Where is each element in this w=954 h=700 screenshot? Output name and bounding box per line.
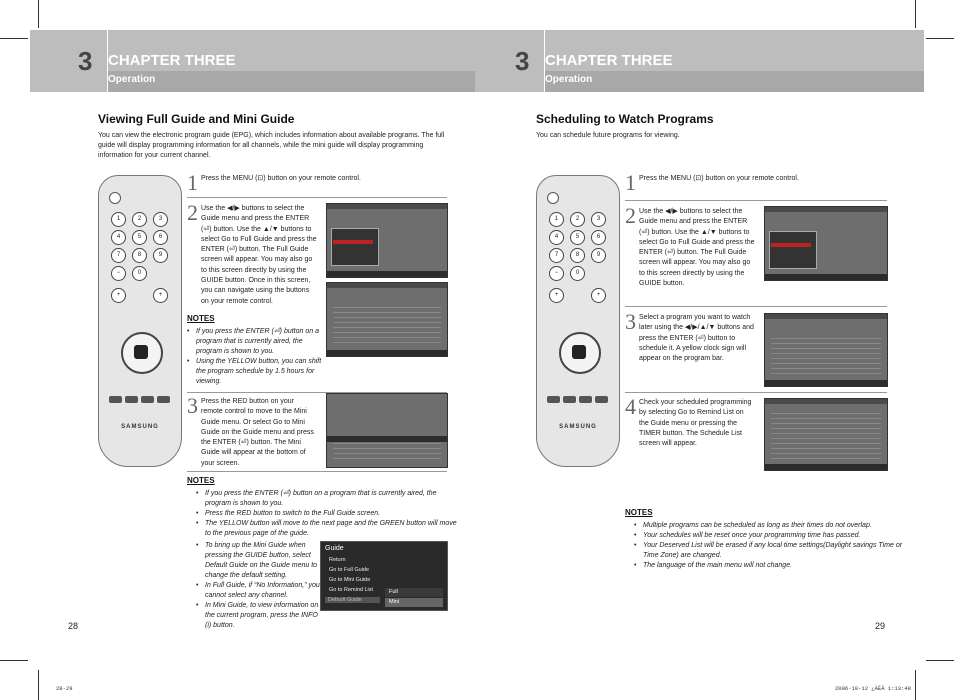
guide-menu-item: Go to Remind List [329, 587, 374, 593]
chapter-header-left [30, 30, 475, 92]
remote-control-illustration: 1 2 3 4 5 6 7 8 9 − 0 + + SAMSUNG [536, 175, 620, 467]
crop-mark [0, 38, 28, 39]
divider [187, 471, 447, 472]
divider [625, 200, 887, 201]
chapter-subtitle-bar [545, 71, 924, 92]
chapter-subtitle-bar [108, 71, 475, 92]
chapter-title: CHAPTER THREE [108, 52, 236, 69]
note-item: • Your Deserved List will be erased if any local time settings(Daylight savings Time or Time Zone) are changed. [643, 541, 905, 561]
color-buttons [109, 396, 170, 403]
page-number: 29 [875, 621, 886, 631]
crop-mark [915, 0, 916, 28]
notes-list [196, 541, 323, 631]
crop-mark [0, 660, 28, 661]
step-text: Check your scheduled programming by selecting Go to Remind List on the Guide menu or pressing the TIMER button. The Schedule List screen will appear. [639, 399, 752, 448]
note-item: • The language of the main menu will not change. [643, 561, 905, 571]
guide-submenu-item: Mini [385, 598, 443, 607]
dpad-icon [559, 332, 601, 374]
notes-heading: NOTES [187, 314, 215, 323]
chapter-number: 3 [515, 46, 530, 76]
tv-screenshot-full-guide [326, 282, 448, 357]
crop-mark [915, 670, 916, 700]
color-buttons [547, 396, 608, 403]
note-item: • Your schedules will be reset once your programming time has passed. [643, 531, 905, 541]
note-item: • Press the RED button to switch to the Full Guide screen. [205, 509, 457, 519]
page-number: 28 [68, 621, 79, 631]
guide-menu-title: Guide [325, 545, 344, 552]
step-number: 3 [625, 309, 636, 334]
step-number: 1 [625, 170, 636, 195]
step-number: 4 [625, 394, 636, 419]
chapter-title: CHAPTER THREE [545, 52, 673, 69]
note-item: • Multiple programs can be scheduled as long as their times do not overlap. [643, 521, 905, 531]
note-item: • If you press the ENTER (⏎) button on a program that is currently aired, the program is shown to you. [196, 327, 324, 357]
crop-mark [926, 38, 954, 39]
step-text: Select a program you want to watch later using the ◀/▶/▲/▼ buttons and press the ENTER (⏎) button to schedule it. A yellow clock sign will appear on the program bar. [639, 314, 754, 363]
footer-timestamp: 2006-10-12 ¿ÀÈÄ 1:13:48 [835, 685, 911, 692]
guide-menu-item: Return [329, 557, 346, 563]
divider [625, 392, 887, 393]
step-number: 1 [187, 170, 198, 195]
tv-screenshot-mini-guide [326, 393, 448, 468]
note-item: • In Mini Guide, to view information on the current program, press the INFO (i) button. [205, 601, 323, 631]
tv-screenshot-guide-menu [764, 206, 888, 281]
step-number: 2 [187, 200, 198, 225]
step-number: 2 [625, 203, 636, 228]
power-icon [109, 192, 121, 204]
note-item: • The YELLOW button will move to the next page and the GREEN button will move to the previous page of the guide. [205, 519, 457, 539]
note-item: • Using the YELLOW button, you can shift the program schedule by 1.5 hours for viewing. [196, 357, 324, 387]
notes-heading: NOTES [625, 508, 653, 517]
note-item: • To bring up the Mini Guide when pressing the GUIDE button, select Default Guide on the Guide menu to change the default setting. [205, 541, 323, 581]
notes-list [634, 521, 905, 571]
step-text: Press the MENU (⊡) button on your remote control. [201, 175, 361, 182]
divider [625, 306, 887, 307]
chapter-number: 3 [78, 46, 93, 76]
step-text: Use the ◀/▶ buttons to select the Guide menu and press the ENTER (⏎) button. Use the ▲/▼ buttons to select Go to Full Guide and press the ENTER (⏎) button. The Full Guide screen will appear. You may also go to this screen directly by using the GUIDE button. [639, 208, 755, 288]
tv-screenshot-schedule-list [764, 398, 888, 471]
guide-menu-item: Go to Mini Guide [329, 577, 371, 583]
guide-submenu-item: Full [385, 588, 443, 597]
crop-mark [38, 0, 39, 28]
crop-mark [38, 670, 39, 700]
notes-list [187, 327, 324, 387]
step-number: 3 [187, 393, 198, 418]
intro-text: You can schedule future programs for viewing. [536, 132, 680, 139]
footer-file-label: 28-29 [56, 685, 73, 692]
guide-menu-item: Go to Full Guide [329, 567, 370, 573]
step-text: Use the ◀/▶ buttons to select the Guide menu and press the ENTER (⏎) button. Use the ▲/▼ buttons to select Go to Full Guide and press the ENTER (⏎) button. The Full Guide screen will appear. You may also go to this screen directly by using the GUIDE button. Once in this screen, you can navigate using the buttons on your remote control. [201, 205, 317, 305]
remote-brand: SAMSUNG [121, 424, 159, 430]
dpad-icon [121, 332, 163, 374]
chapter-subtitle: Operation [545, 74, 593, 85]
power-icon [547, 192, 559, 204]
note-item: • In Full Guide, if “No Information,” you cannot select any channel. [205, 581, 323, 601]
guide-menu-screenshot [320, 541, 448, 611]
chapter-subtitle: Operation [108, 74, 156, 85]
crop-mark [926, 660, 954, 661]
notes-list [196, 489, 457, 539]
intro-text: You can view the electronic program guide (EPG), which includes information about available programs. The full guide will display programming information for all channels, while the mini guide will display programming information for your current channel. [98, 132, 445, 159]
notes-heading: NOTES [187, 476, 215, 485]
chapter-header-right [475, 30, 924, 92]
remote-control-illustration: 1 2 3 4 5 6 7 8 9 − 0 + + SAMSUNG [98, 175, 182, 467]
enter-icon [134, 345, 148, 359]
guide-menu-item: Default Guide [325, 597, 380, 603]
remote-brand: SAMSUNG [559, 424, 597, 430]
section-title: Viewing Full Guide and Mini Guide [98, 112, 295, 126]
step-text: Press the MENU (⊡) button on your remote control. [639, 175, 799, 182]
enter-icon [572, 345, 586, 359]
note-item: • If you press the ENTER (⏎) button on a program that is currently aired, the program is shown to you. [205, 489, 457, 509]
step-text: Press the RED button on your remote control to move to the Mini Guide menu. Or select Go to Mini Guide on the Guide menu and press the ENTER (⏎) button. The Mini Guide will appear at the bottom of your screen. [201, 398, 314, 467]
section-title: Scheduling to Watch Programs [536, 112, 714, 126]
tv-screenshot-full-guide [764, 313, 888, 387]
divider [187, 197, 447, 198]
tv-screenshot-guide-menu [326, 203, 448, 278]
